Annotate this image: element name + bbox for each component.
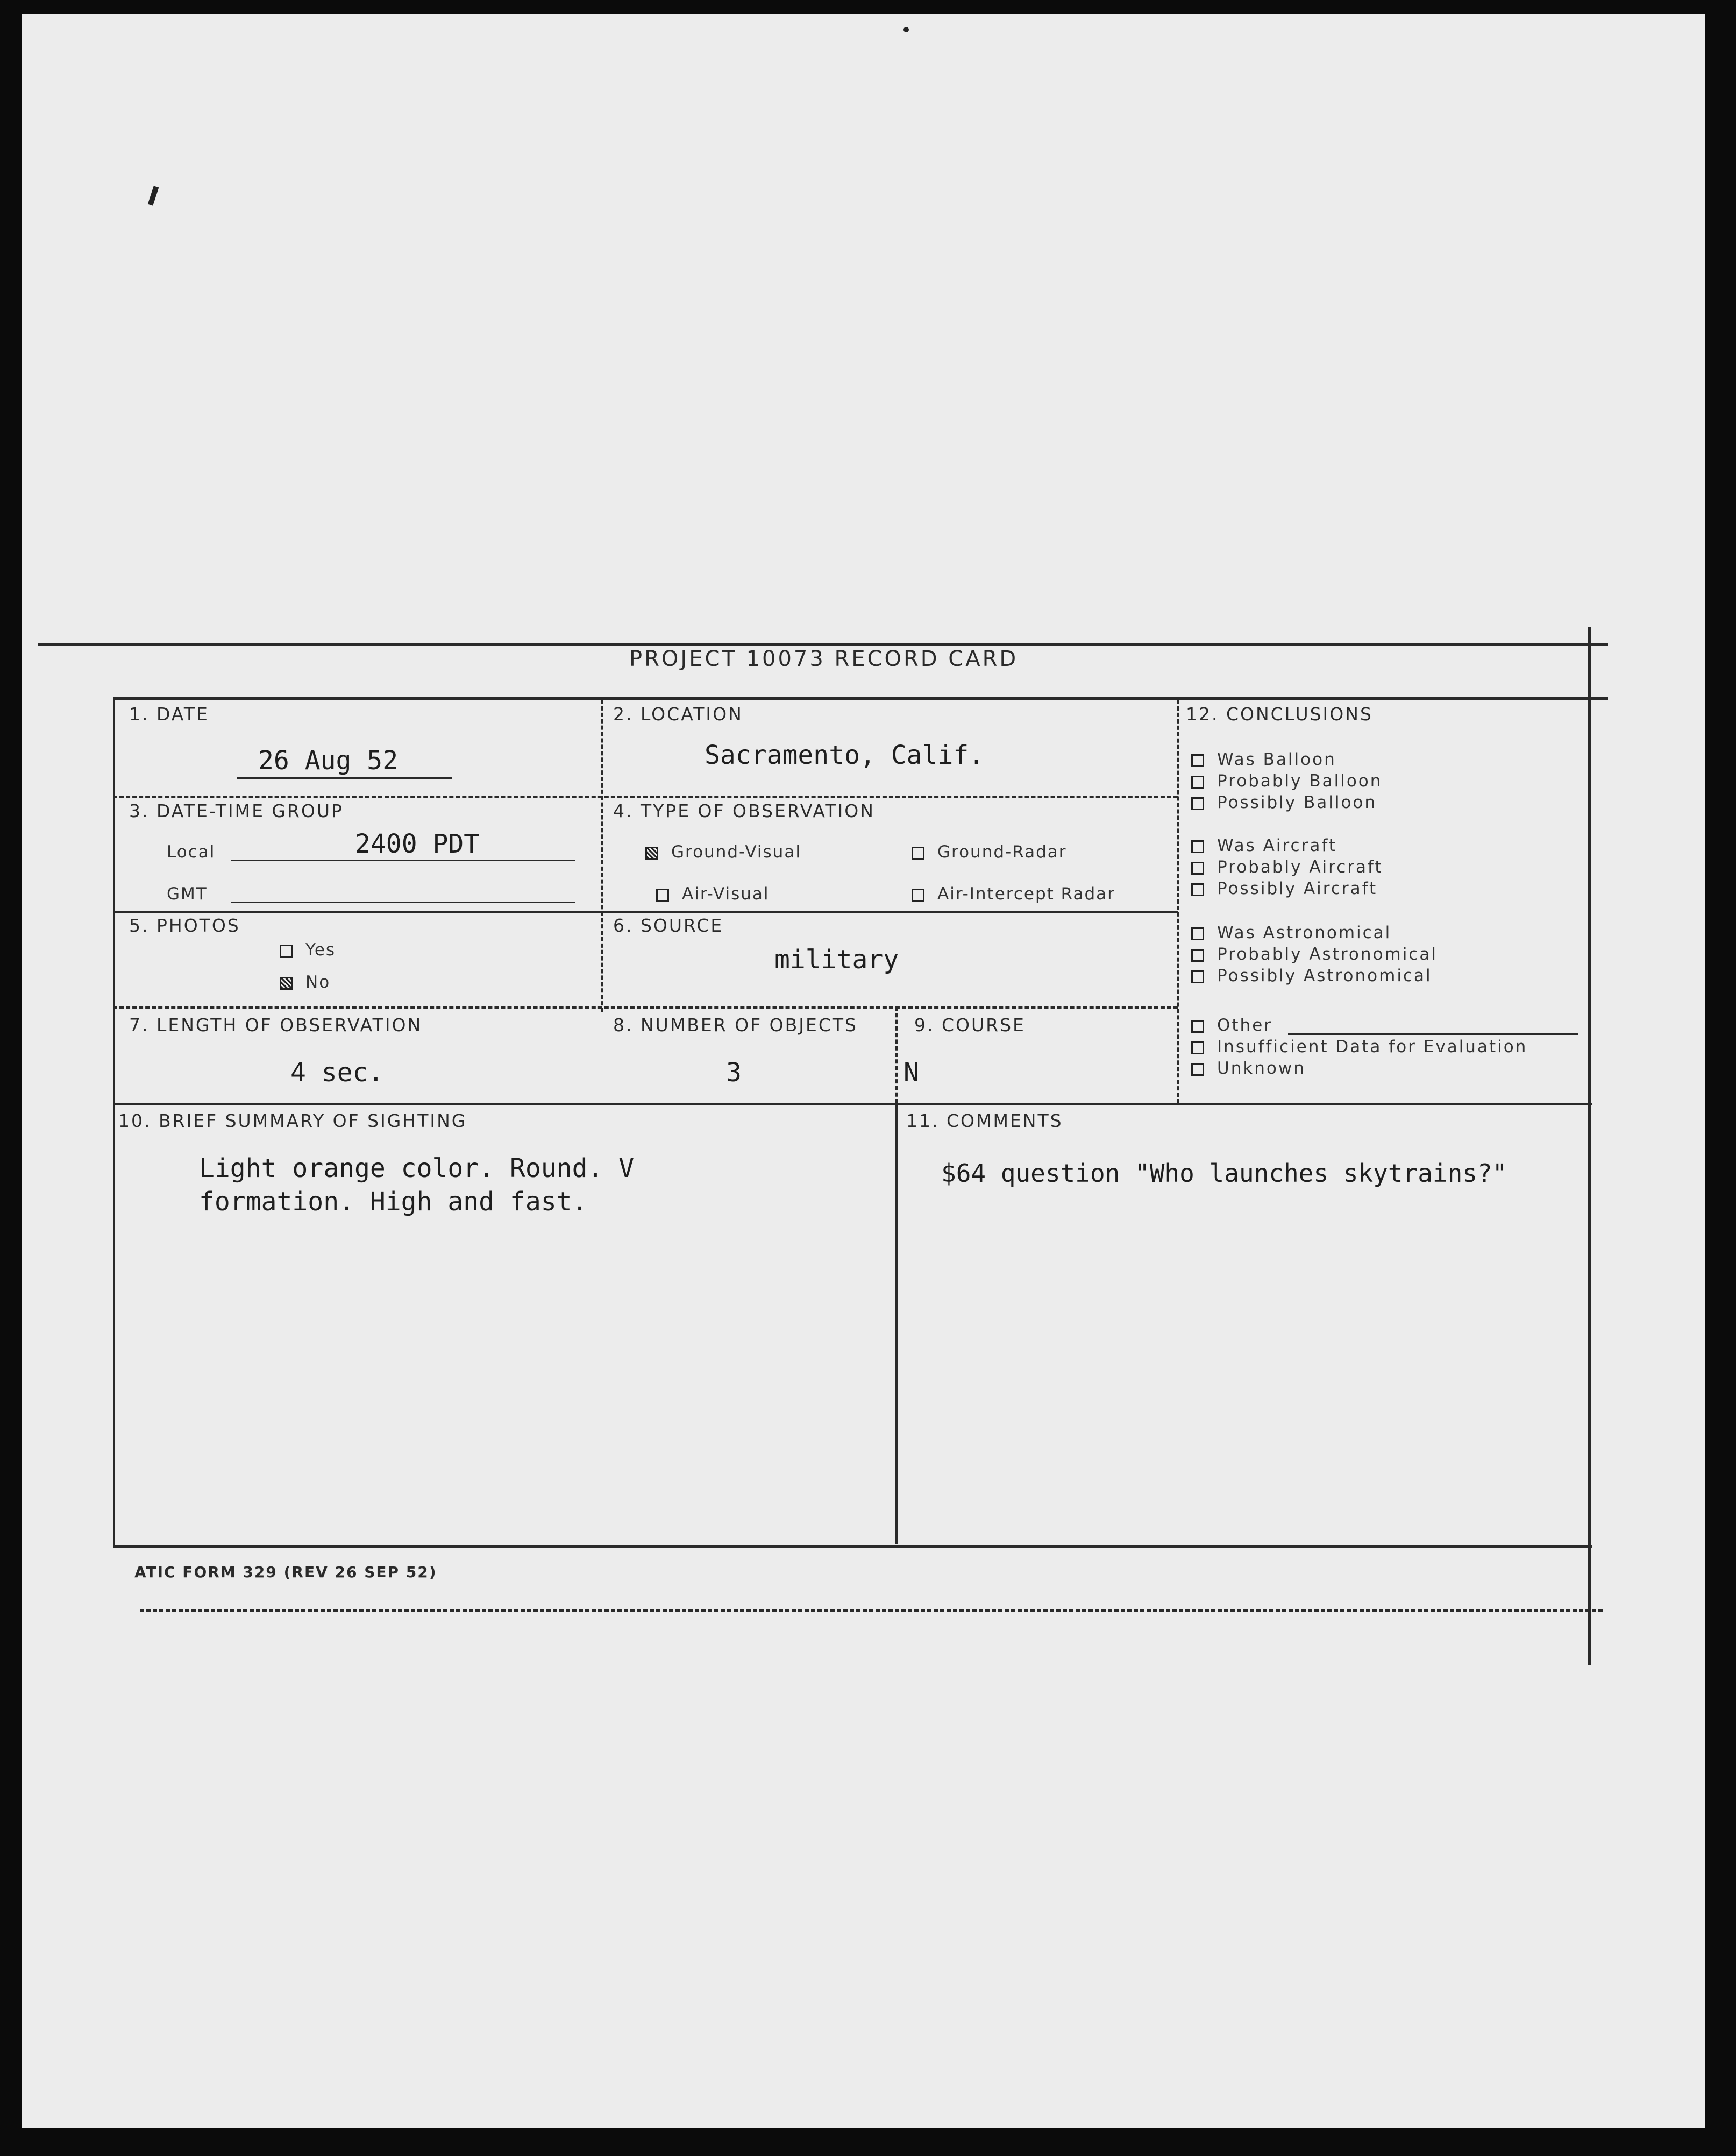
date-underline: [237, 777, 452, 779]
conclusion-was-aircraft: [1191, 836, 1337, 855]
photos-no-checkbox[interactable]: [280, 977, 293, 990]
probably-balloon-label: Probably Balloon: [1217, 771, 1383, 791]
observation-type-label: 4. TYPE OF OBSERVATION: [613, 800, 875, 821]
conclusion-other: [1191, 1016, 1272, 1035]
conclusions-label: 12. CONCLUSIONS: [1186, 704, 1373, 725]
possibly-balloon-checkbox[interactable]: [1191, 797, 1204, 810]
conclusion-insufficient-data: [1191, 1037, 1527, 1056]
other-checkbox[interactable]: [1191, 1020, 1204, 1033]
conclusion-was-balloon: [1191, 750, 1336, 769]
probably-aircraft-label: Probably Aircraft: [1217, 857, 1383, 877]
air-visual-label: Air-Visual: [682, 884, 770, 904]
location-value: Sacramento, Calif.: [705, 740, 985, 770]
was-astronomical-label: Was Astronomical: [1217, 923, 1392, 942]
comments-label: 11. COMMENTS: [906, 1110, 1063, 1131]
grid-col-1: [601, 700, 603, 1012]
local-label: Local: [167, 842, 216, 862]
probably-astronomical-label: Probably Astronomical: [1217, 945, 1438, 964]
course-label: 9. COURSE: [914, 1015, 1026, 1036]
grid-row-3: [113, 1006, 1178, 1009]
ground-radar-label: Ground-Radar: [937, 842, 1067, 862]
air-intercept-radar-label: Air-Intercept Radar: [937, 884, 1115, 904]
conclusion-probably-balloon: [1191, 771, 1382, 791]
objects-value: 3: [726, 1058, 742, 1088]
probably-balloon-checkbox[interactable]: [1191, 776, 1204, 789]
photos-yes: [280, 940, 336, 960]
photos-label: 5. PHOTOS: [129, 915, 240, 936]
form-id: ATIC FORM 329 (REV 26 SEP 52): [134, 1563, 437, 1581]
unknown-label: Unknown: [1217, 1059, 1306, 1078]
grid-row-2: [113, 911, 1178, 913]
ground-visual-label: Ground-Visual: [671, 842, 801, 862]
summary-line-2: formation. High and fast.: [199, 1187, 588, 1217]
summary-line-1: Light orange color. Round. V: [199, 1153, 635, 1183]
possibly-astronomical-checkbox[interactable]: [1191, 970, 1204, 983]
card-top-border: [113, 697, 1608, 700]
was-balloon-checkbox[interactable]: [1191, 754, 1204, 767]
scanned-page: [22, 14, 1705, 2128]
local-value: 2400 PDT: [355, 829, 480, 859]
card-bottom-border: [113, 1545, 1592, 1548]
dtg-label: 3. DATE-TIME GROUP: [129, 800, 344, 821]
date-label: 1. DATE: [129, 704, 209, 725]
conclusion-possibly-balloon: [1191, 793, 1377, 812]
grid-row-4: [113, 1103, 1592, 1105]
was-astronomical-checkbox[interactable]: [1191, 927, 1204, 940]
conclusion-was-astronomical: [1191, 923, 1391, 942]
scan-speck: [148, 186, 159, 205]
card-title: PROJECT 10073 RECORD CARD: [629, 647, 1019, 671]
possibly-aircraft-label: Possibly Aircraft: [1217, 879, 1378, 898]
obs-air-visual: [656, 884, 770, 904]
was-aircraft-label: Was Aircraft: [1217, 836, 1337, 855]
grid-row-1: [113, 796, 1178, 798]
date-value: 26 Aug 52: [258, 746, 399, 776]
conclusion-probably-aircraft: [1191, 857, 1383, 877]
local-line: [231, 860, 575, 861]
other-label: Other: [1217, 1016, 1273, 1035]
length-label: 7. LENGTH OF OBSERVATION: [129, 1015, 423, 1036]
possibly-aircraft-checkbox[interactable]: [1191, 883, 1204, 896]
air-visual-checkbox[interactable]: [656, 889, 669, 902]
conclusion-possibly-astronomical: [1191, 966, 1432, 985]
comments-value: $64 question "Who launches skytrains?": [941, 1159, 1507, 1188]
source-label: 6. SOURCE: [613, 915, 724, 936]
scan-speck: [903, 27, 909, 32]
summary-label: 10. BRIEF SUMMARY OF SIGHTING: [118, 1110, 467, 1131]
insufficient-data-checkbox[interactable]: [1191, 1041, 1204, 1054]
grid-col-course: [895, 1006, 898, 1103]
objects-label: 8. NUMBER OF OBJECTS: [613, 1015, 858, 1036]
obs-air-intercept-radar: [912, 884, 1115, 904]
gmt-label: GMT: [167, 884, 208, 904]
card-right-border: [1588, 627, 1591, 1665]
obs-ground-radar: [912, 842, 1067, 862]
course-value: N: [903, 1058, 919, 1088]
length-value: 4 sec.: [290, 1058, 384, 1088]
conclusion-possibly-aircraft: [1191, 879, 1377, 898]
photos-no-label: No: [305, 973, 331, 992]
other-fill-line: [1288, 1033, 1578, 1035]
photos-no: [280, 973, 330, 992]
source-value: military: [774, 945, 899, 975]
ground-radar-checkbox[interactable]: [912, 847, 924, 860]
ground-visual-checkbox[interactable]: [645, 847, 658, 860]
probably-aircraft-checkbox[interactable]: [1191, 862, 1204, 875]
insufficient-data-label: Insufficient Data for Evaluation: [1217, 1037, 1528, 1056]
top-rule: [38, 643, 1608, 646]
unknown-checkbox[interactable]: [1191, 1063, 1204, 1076]
obs-ground-visual: [645, 842, 801, 862]
location-label: 2. LOCATION: [613, 704, 743, 725]
grid-col-comments: [895, 1103, 898, 1544]
possibly-astronomical-label: Possibly Astronomical: [1217, 966, 1432, 985]
was-balloon-label: Was Balloon: [1217, 750, 1336, 769]
conclusion-unknown: [1191, 1059, 1306, 1078]
possibly-balloon-label: Possibly Balloon: [1217, 793, 1377, 812]
grid-col-2: [1177, 700, 1179, 1103]
bottom-rule: [140, 1609, 1603, 1612]
probably-astronomical-checkbox[interactable]: [1191, 949, 1204, 962]
conclusion-probably-astronomical: [1191, 945, 1438, 964]
was-aircraft-checkbox[interactable]: [1191, 840, 1204, 853]
gmt-line: [231, 902, 575, 903]
photos-yes-label: Yes: [305, 940, 336, 960]
card-left-border: [113, 697, 115, 1547]
air-intercept-radar-checkbox[interactable]: [912, 889, 924, 902]
photos-yes-checkbox[interactable]: [280, 945, 293, 958]
